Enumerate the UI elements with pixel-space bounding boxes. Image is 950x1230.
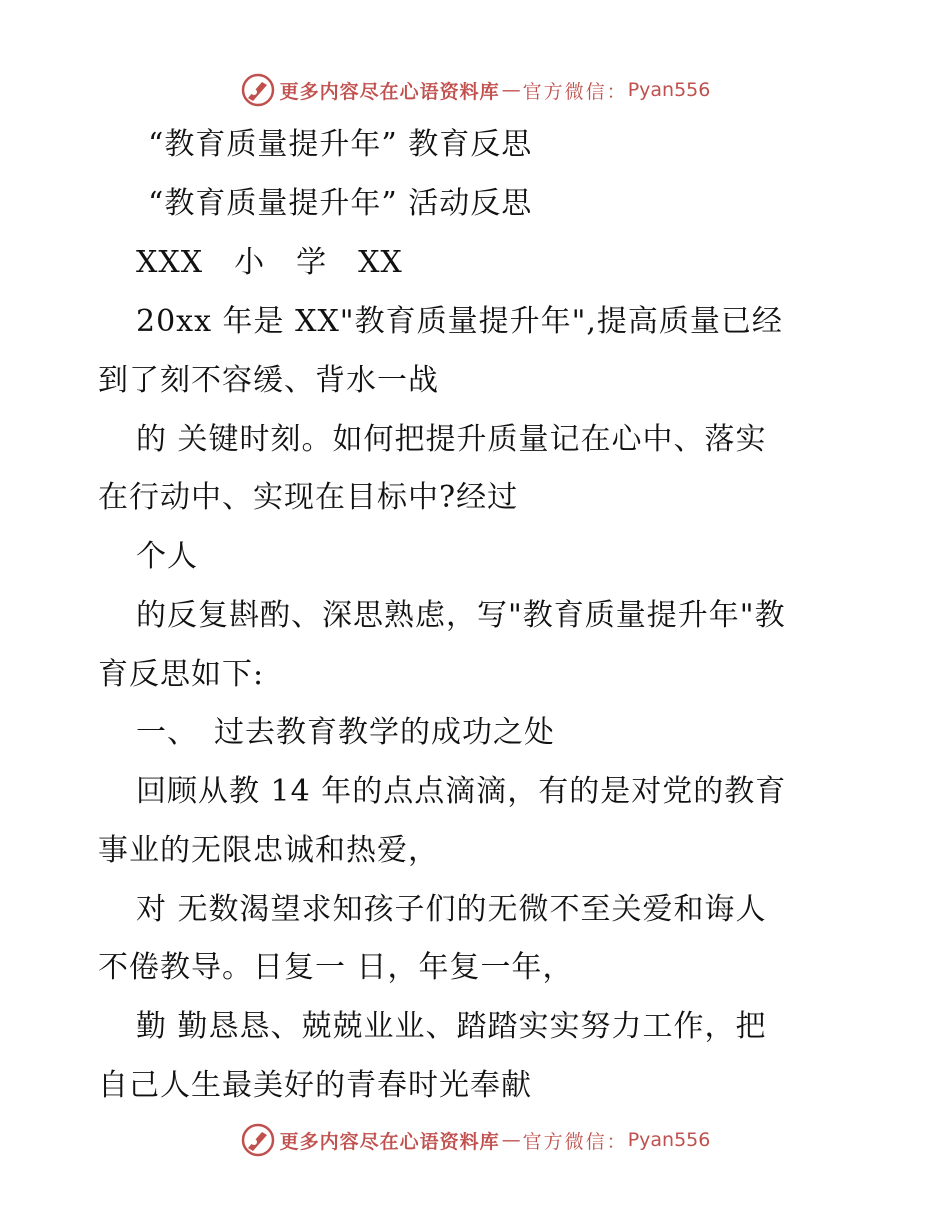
- doc-paragraph-line: 到了刻不容缓、背水一战: [98, 363, 439, 398]
- brush-pen-circle-icon: [240, 72, 276, 108]
- doc-paragraph-line: 在行动中、实现在目标中?经过: [98, 480, 519, 515]
- watermark-dash: —: [501, 1129, 521, 1151]
- doc-paragraph-line: 回顾从教 14 年的点点滴滴，有的是对党的教育: [136, 774, 787, 809]
- watermark-brand: 更多内容尽在心语资料库: [279, 80, 500, 103]
- doc-paragraph-line: 事业的无限忠诚和热爱，: [98, 833, 439, 868]
- doc-paragraph-line: 自己人生最美好的青春时光奉献: [98, 1068, 532, 1103]
- watermark-wechat-id: Pyan556: [627, 1129, 711, 1151]
- footer-watermark: [0, 1120, 950, 1160]
- watermark-wechat-label: 官方微信：: [522, 80, 628, 103]
- doc-author: XXX 小 学 XX: [136, 245, 403, 280]
- watermark-brand: 更多内容尽在心语资料库: [279, 1130, 500, 1153]
- brush-pen-circle-icon: [240, 1122, 276, 1158]
- doc-paragraph-line: 的 关键时刻。如何把提升质量记在心中、落实: [136, 422, 767, 457]
- doc-paragraph-line: 对 无数渴望求知孩子们的无微不至关爱和诲人: [136, 892, 767, 927]
- doc-paragraph-line: 育反思如下:: [98, 657, 265, 692]
- doc-paragraph-line: 20xx 年是 XX"教育质量提升年",提高质量已经: [136, 304, 783, 339]
- doc-subtitle: “教育质量提升年” 活动反思: [148, 186, 533, 221]
- doc-paragraph-line: 勤 勤恳恳、兢兢业业、踏踏实实努力工作，把: [136, 1009, 767, 1044]
- watermark-dash: —: [501, 79, 521, 101]
- header-watermark: [0, 70, 950, 110]
- watermark-wechat-label: 官方微信：: [522, 1130, 628, 1153]
- watermark-wechat-id: Pyan556: [627, 79, 711, 101]
- doc-paragraph-line: 的反复斟酌、深思熟虑，写"教育质量提升年"教: [136, 598, 786, 633]
- doc-paragraph-line: 不倦教导。日复一 日，年复一年，: [98, 950, 574, 985]
- doc-paragraph-line: 个人: [136, 539, 198, 574]
- doc-section-heading: 一、 过去教育教学的成功之处: [136, 715, 555, 750]
- doc-title: “教育质量提升年” 教育反思: [148, 127, 533, 162]
